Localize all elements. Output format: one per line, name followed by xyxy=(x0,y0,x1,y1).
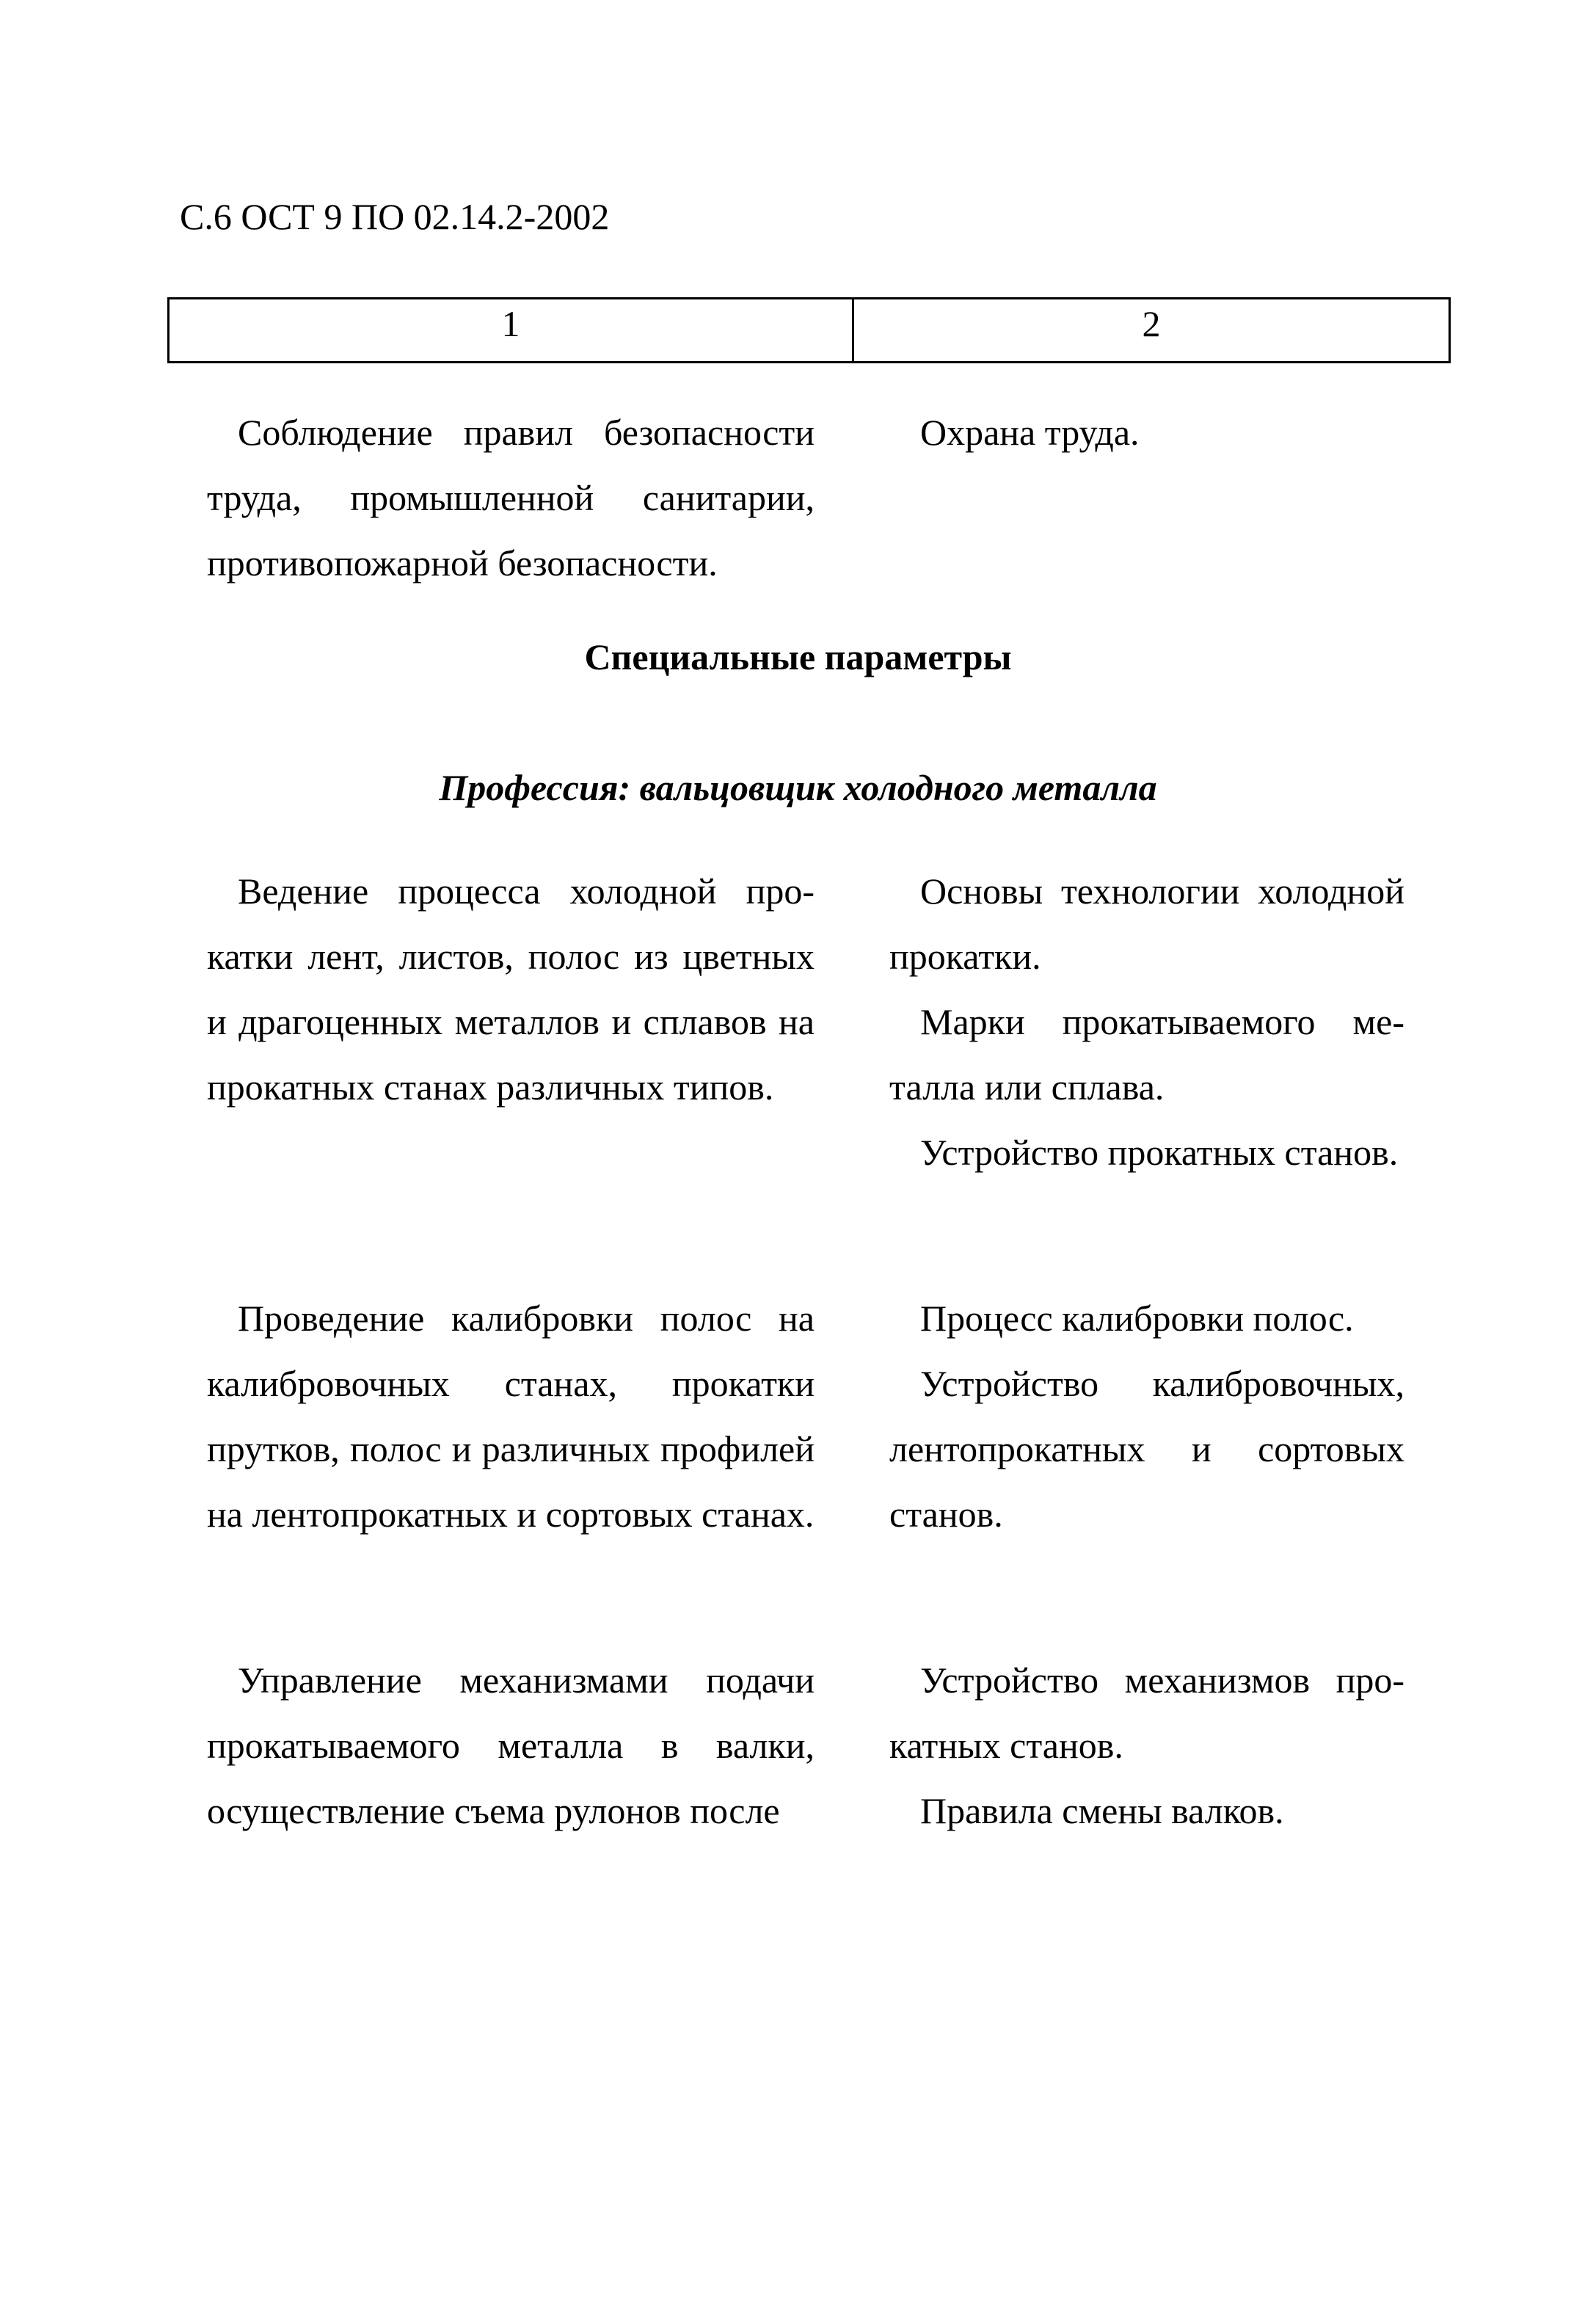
page-header: С.6 ОСТ 9 ПО 02.14.2-2002 xyxy=(180,196,610,237)
knowledge-text-rolling-3: Устройство прокатных станов. xyxy=(920,1132,1399,1173)
safety-knowledge-text: Охрана труда. xyxy=(920,412,1140,453)
column-number-1: 1 xyxy=(169,299,853,363)
knowledge-text-feeding-1: Устройство механизмов прокатных станов. xyxy=(889,1660,1404,1766)
skill-cell-feeding xyxy=(207,1648,815,1844)
skill-text-rolling: Ведение процесса холодной прокатки лент, листов, полос из цветных и драгоценных металлов и сплавов на прокатных станах различных типов. xyxy=(207,870,815,1108)
skill-cell-calibration xyxy=(207,1286,815,1547)
profession-title: Профессия: вальцовщик холодного металла xyxy=(439,767,1157,808)
safety-requirement-cell xyxy=(207,400,815,596)
skill-text-feeding: Управление механизмами подачи прокатываемого металла в валки, осуществление съема рулонов после xyxy=(207,1660,815,1831)
knowledge-text-feeding-2: Правила смены валков. xyxy=(920,1790,1284,1831)
skill-cell-rolling xyxy=(207,859,815,1120)
section-title: Специальные параметры xyxy=(584,636,1012,677)
column-number-2: 2 xyxy=(853,299,1450,363)
knowledge-cell-calibration xyxy=(889,1286,1404,1547)
knowledge-text-calibration-1: Процесс калибровки полос. xyxy=(920,1298,1354,1339)
knowledge-cell-rolling xyxy=(889,859,1404,1185)
column-number-row xyxy=(169,299,1450,363)
safety-requirement-text: Соблюдение правил безопасности труда, промышленной санитарии, противопожарной безопасности. xyxy=(207,412,815,584)
knowledge-text-calibration-2: Устройство калибровочных, лентопрокатных и сортовых станов. xyxy=(889,1363,1404,1535)
knowledge-cell-feeding xyxy=(889,1648,1404,1844)
column-number-table xyxy=(167,297,1451,363)
safety-knowledge-cell xyxy=(889,400,1404,465)
skill-text-calibration: Проведение калибровки полос на калибровочных станах, прокатки прутков, полос и различных профилей на лентопрокатных и сортовых станах. xyxy=(207,1298,815,1535)
knowledge-text-rolling-1: Основы технологии холодной прокатки. xyxy=(889,870,1404,977)
knowledge-text-rolling-2: Марки прокатываемого металла или сплава. xyxy=(889,1001,1404,1108)
